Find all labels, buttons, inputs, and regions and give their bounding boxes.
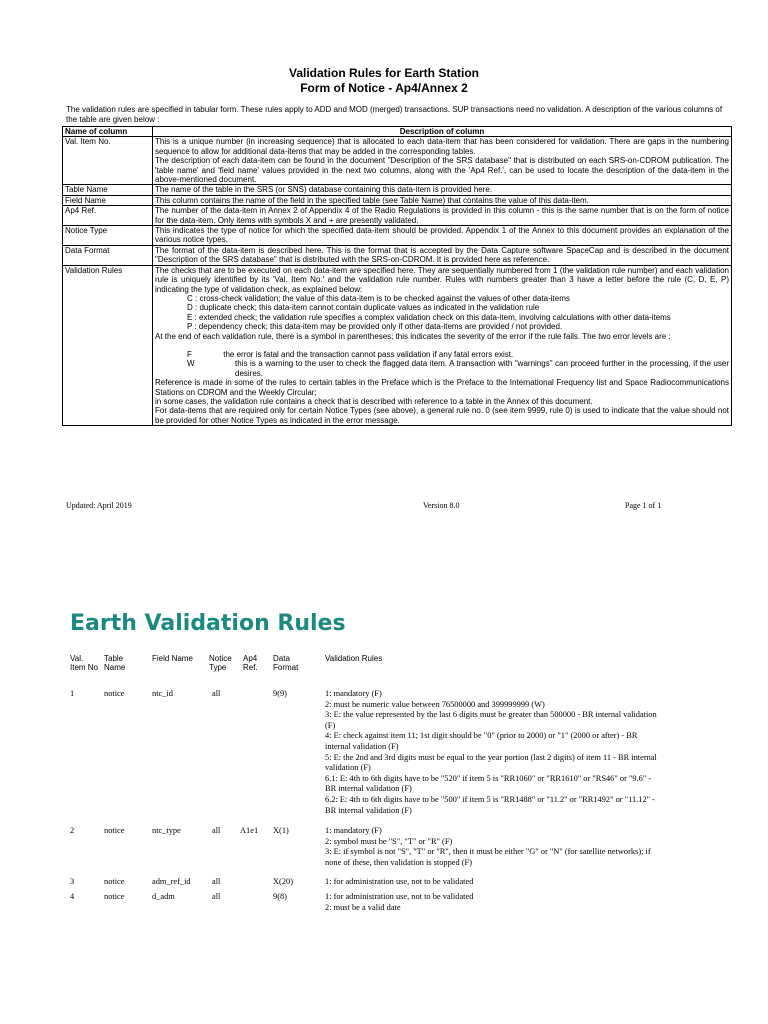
column-name: Ap4 Ref.	[63, 206, 153, 226]
item-field: d_adm	[152, 892, 175, 901]
rule-line: validation (F)	[325, 763, 371, 773]
rule-line: internal validation (F)	[325, 741, 399, 751]
header-data-format: Data Format	[273, 654, 299, 672]
columns-description-table	[62, 126, 732, 426]
page2-title: Earth Validation Rules	[70, 611, 346, 636]
vr-intro: The checks that are to be executed on each data-item are specified here. They are sequentially numbered from 1 (the validation rule number) and each validation rule is uniquely identified by its 'Val. Item No.' and the validation rule number. Rules with numbers greater than 3 have a letter before the rule (C, D, E, P) indicating the type of validation check, as explained below:	[155, 265, 729, 294]
vr-warning: W this is a warning to the user to check the flagged data item. A transaction with "warnings" can proceed further in the processing, if the user desires.	[187, 359, 729, 378]
document-subtitle: Form of Notice - Ap4/Annex 2	[300, 81, 468, 95]
column-description	[153, 226, 732, 246]
table-row	[63, 137, 732, 185]
item-field: ntc_type	[152, 826, 181, 835]
item-field: ntc_id	[152, 689, 173, 698]
vr-rule0: For data-items that are required only for certain Notice Types (see above), a general rule no. 0 (see item 9999, rule 0) is used to indicate that the value should not be provided for other Notice Types as indicated in the error message.	[155, 406, 729, 425]
item-notice: all	[212, 892, 221, 901]
item-ap4: A1e1	[240, 826, 259, 835]
header-description-of-column: Description of column	[153, 127, 732, 137]
column-description	[153, 137, 732, 185]
vr-check-e: E : extended check; the validation rule specifies a complex validation check on this data-item, involving calculations with other data-items	[187, 312, 671, 322]
item-format: X(1)	[273, 826, 289, 835]
column-name: Validation Rules	[63, 265, 153, 426]
rule-line: 3: E: if symbol is not "S", "T" or "R", then it must be either "G" or "N" (for satellite networks); if	[325, 847, 651, 857]
item-no: 3	[70, 877, 75, 886]
header-notice-type: Notice Type	[209, 654, 232, 672]
vr-end: At the end of each validation rule, there is a symbol in parentheses; this indicates the severity of the error if the rule fails. The two error levels are :	[155, 331, 671, 341]
header-name-of-column: Name of column	[63, 127, 153, 137]
item-no: 4	[70, 892, 75, 901]
description-paragraph: This is a unique number (in increasing sequence) that is allocated to each data-item that has been considered for validation. There are gaps in the numbering sequence to allow for additional data-items that may be added in the corresponding tables.	[155, 137, 729, 156]
rule-line: BR internal validation (F)	[325, 805, 412, 815]
rule-line: 1: for administration use, not to be validated	[325, 877, 474, 886]
rule-line: 6.2: E: 4th to 6th digits have to be "500" if item 5 is "RR1488" or "11.2" or "RR1492" or "11.12" -	[325, 794, 655, 804]
header-val-item: Val. Item No	[70, 654, 99, 672]
table-row-validation-rules	[63, 265, 732, 426]
column-name: Field Name	[63, 195, 153, 205]
rule-line: 1: mandatory (F)	[325, 689, 382, 698]
item-notice: all	[212, 877, 221, 886]
item-table: notice	[104, 689, 125, 698]
rule-line: 2: must be numeric value between 76500000 and 399999999 (W)	[325, 699, 545, 709]
header-ap4-ref: Ap4 Ref.	[243, 654, 258, 672]
item-table: notice	[104, 892, 125, 901]
item-notice: all	[212, 826, 221, 835]
vr-reference: Reference is made in some of the rules to certain tables in the Preface which is the Preface to the International Frequency list and Space Radiocommunications Stations on CDROM and the Weekly Circular;	[155, 378, 729, 397]
item-field: adm_ref_id	[152, 877, 191, 886]
rule-line: (F)	[325, 720, 336, 730]
item-no: 2	[70, 826, 75, 835]
item-notice: all	[212, 689, 221, 698]
rule-line: none of these, then validation is stopped (F)	[325, 857, 473, 867]
vr-some-cases: in some cases, the validation rule contains a check that is described with reference to a table in the Annex of this document.	[155, 396, 593, 406]
table-row	[63, 195, 732, 205]
document-title: Validation Rules for Earth Station	[288, 66, 480, 80]
item-format: X(20)	[273, 877, 294, 886]
rule-line: 1: mandatory (F)	[325, 826, 382, 835]
rule-line: 4: E: check against item 11; 1st digit should be "0" (prior to 2000) or "1" (2000 or after) - BR	[325, 731, 638, 741]
column-description	[153, 195, 732, 205]
item-format: 9(8)	[273, 892, 287, 901]
column-name: Table Name	[63, 185, 153, 195]
item-format: 9(9)	[273, 689, 287, 698]
column-description	[153, 245, 732, 265]
item-rules	[325, 877, 473, 888]
table-row	[63, 245, 732, 265]
rule-line: 6.1: E: 4th to 6th digits have to be "520" if item 5 is "RR1060" or "RR1610" or "RS46" or "9.6" -	[325, 773, 652, 783]
header-table-name: Table Name	[104, 654, 126, 672]
column-name: Val. Item No.	[63, 137, 153, 185]
footer-page: Page 1 of 1	[625, 501, 662, 510]
footer-version: Version 8.0	[423, 501, 460, 510]
description-paragraph: The number of the data-item in Annex 2 of Appendix 4 of the Radio Regulations is provided in this column - this is the same number that is on the form of notice for the data-item. Only items with symbols X and + are presently validated.	[155, 206, 729, 225]
column-description	[153, 185, 732, 195]
table-header-row	[63, 127, 732, 137]
description-paragraph: This column contains the name of the field in the specified table (see Table Name) that contains the value of this data-item.	[155, 195, 589, 205]
table-row	[63, 226, 732, 246]
column-description	[153, 265, 732, 426]
item-rules	[325, 892, 473, 913]
item-table: notice	[104, 826, 125, 835]
item-no: 1	[70, 689, 75, 698]
table-row	[63, 206, 732, 226]
description-paragraph: The format of the data-item is described here. This is the format that is accepted by the Data Capture software SpaceCap and is described in the document "Description of the SRS database" that is distributed with the SRS-on-CDROM. It is provided here as reference.	[155, 245, 729, 265]
header-field-name: Field Name	[152, 654, 193, 663]
column-description	[153, 206, 732, 226]
vr-check-p: P : dependency check; this data-item may be provided only if other data-items are provided / not provided.	[187, 322, 563, 332]
description-paragraph: The name of the table in the SRS (or SNS) database containing this data-item is provided here.	[155, 185, 493, 195]
description-paragraph: The description of each data-item can be found in the document "Description of the SRS database" that is distributed on each SRS-on-CDROM publication. The 'table name' and 'field name' values provided in the next two columns, along with the 'Ap4 Ref.', can be used to locate the description of the data-item in the above-mentioned document.	[155, 156, 729, 185]
table-row	[63, 185, 732, 195]
vr-fatal: F the error is fatal and the transaction cannot pass validation if any fatal errors exist.	[187, 349, 514, 359]
item-rules	[325, 826, 651, 868]
rule-line: BR internal validation (F)	[325, 784, 412, 794]
column-name: Notice Type	[63, 226, 153, 246]
rule-line: 5: E: the 2nd and 3rd digits must be equal to the year portion (last 2 digits) of item 11 - BR internal	[325, 752, 657, 762]
rule-line: 2: symbol must be "S", "T" or "R" (F)	[325, 836, 453, 846]
vr-check-c: C : cross-check validation; the value of this data-item is to be checked against the values of other data-items	[187, 293, 570, 303]
description-paragraph: This indicates the type of notice for which the specified data-item should be provided. Appendix 1 of the Annex to this document provides an explanation of the various notice types.	[155, 226, 729, 245]
intro-paragraph: The validation rules are specified in tabular form. These rules apply to ADD and MOD (merged) transactions. SUP transactions need no validation. A description of the various columns of the table are given below :	[66, 105, 723, 124]
vr-check-d: D : duplicate check; this data-item cannot contain duplicate values as indicated in the validation rule	[187, 303, 540, 313]
rule-line: 1: for administration use, not to be validated	[325, 892, 474, 901]
footer-updated: Updated: April 2019	[66, 501, 132, 510]
column-name: Data Format	[63, 245, 153, 265]
header-validation-rules: Validation Rules	[325, 654, 383, 663]
rule-line: 2: must be a valid date	[325, 902, 401, 912]
item-rules	[325, 689, 657, 816]
item-table: notice	[104, 877, 125, 886]
rule-line: 3: E: the value represented by the last 6 digits must be greater than 500000 - BR internal validation	[325, 710, 657, 720]
